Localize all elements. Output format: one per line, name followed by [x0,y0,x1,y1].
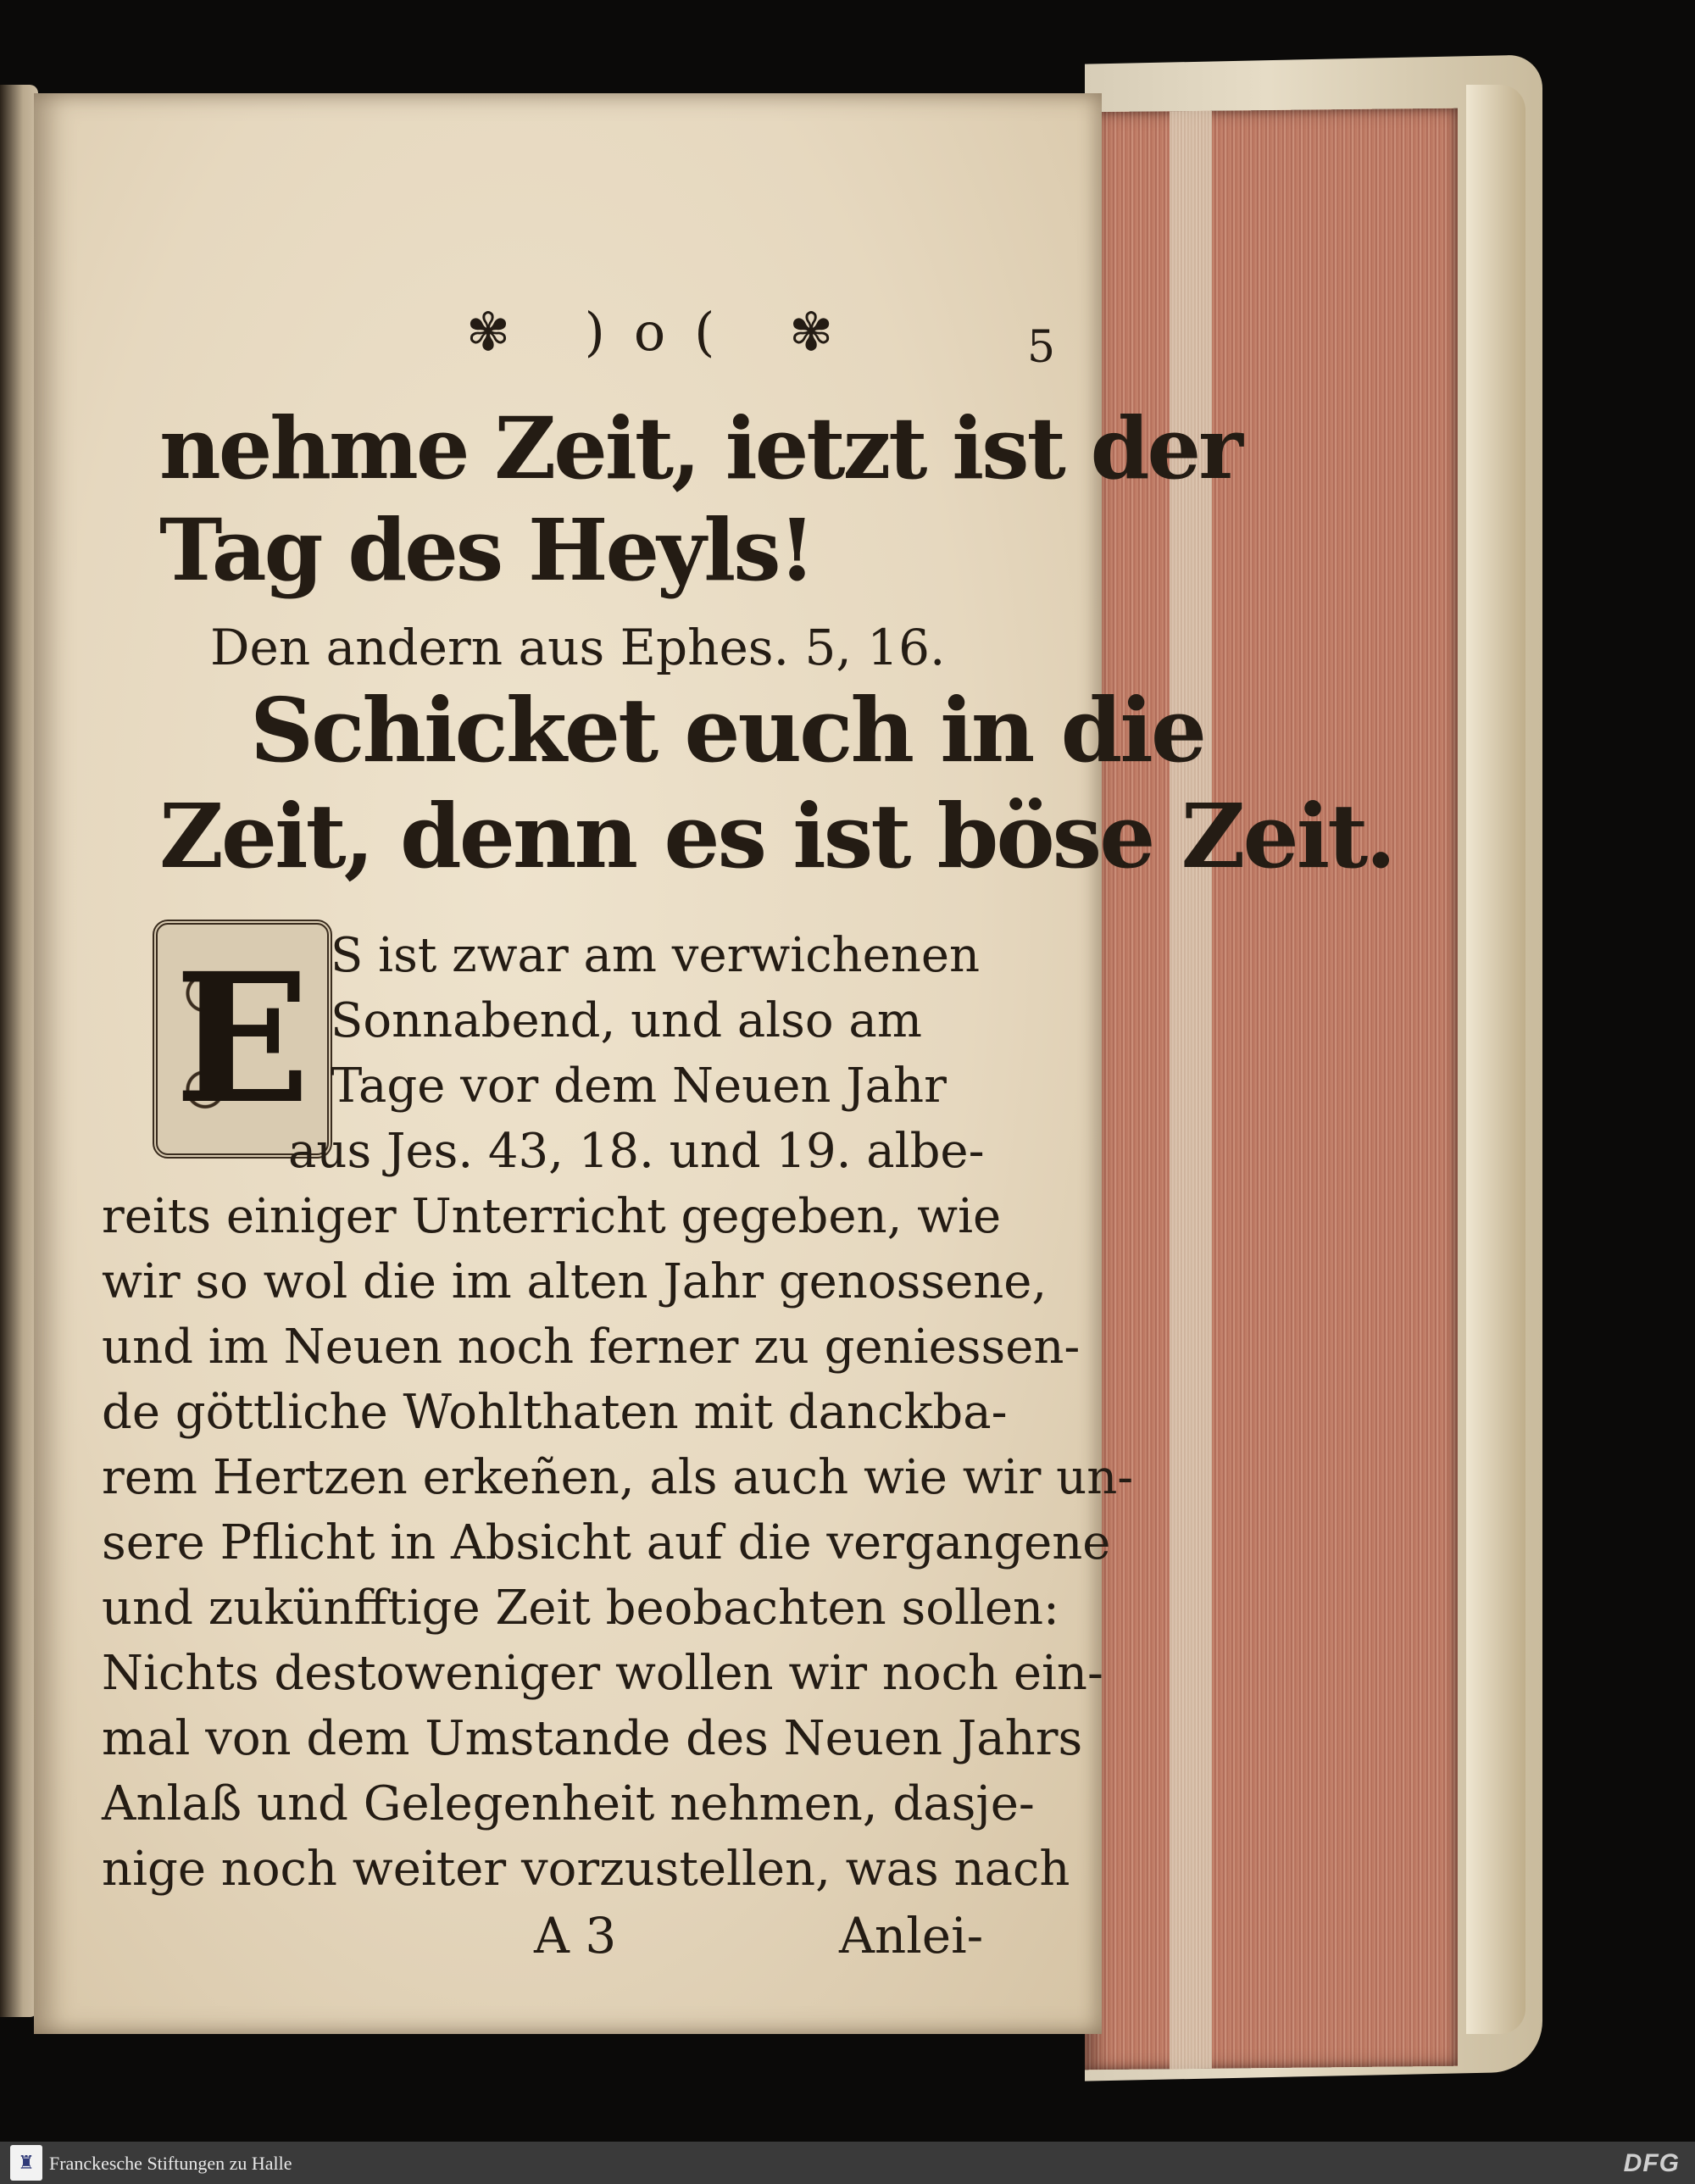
viewer-footer [0,2142,1695,2184]
drop-cap-initial: E [153,920,332,1159]
body-line: aus Jes. 43, 18. und 19. albe- [288,1124,985,1179]
body-line: wir so wol die im alten Jahr genossene, [102,1254,1048,1309]
body-line: rem Hertzen erkeñen, als auch wie wir un- [102,1450,1134,1505]
left-page-edge [0,85,38,2017]
signature-mark: A 3 [534,1907,617,1964]
book-cover-edge [1466,85,1526,2034]
header-ornaments: ✾ )o( ✾ [466,301,863,363]
body-line: und zukünfftige Zeit beobachten sollen: [102,1581,1059,1636]
body-line: S ist zwar am verwichenen [331,928,981,983]
body-line: Tage vor dem Neuen Jahr [331,1059,947,1114]
body-line: Nichts destoweniger wollen wir noch ein- [102,1646,1103,1701]
book-page [34,93,1394,2034]
sub-heading: Den andern aus Ephes. 5, 16. [210,619,946,676]
title-line-4: Zeit, denn es ist böse Zeit. [159,784,1394,888]
body-line: Anlaß und Gelegenheit nehmen, dasje- [102,1776,1035,1831]
body-line: reits einiger Unterricht gegeben, wie [102,1189,1002,1244]
title-line-1: nehme Zeit, ietzt ist der [159,398,1241,498]
body-line: Sonnabend, und also am [331,993,922,1048]
body-line: de göttliche Wohlthaten mit danckba- [102,1385,1008,1440]
body-line: nige noch weiter vorzustellen, was nach [102,1842,1070,1897]
institution-logo-icon: ♜ [10,2145,42,2181]
title-line-3: Schicket euch in die [250,678,1204,782]
institution-name: Franckesche Stiftungen zu Halle [49,2153,292,2174]
dfg-logo: DFG [1623,2149,1680,2177]
catchword: Anlei- [839,1907,984,1964]
page-number: 5 [1027,322,1056,373]
title-line-2: Tag des Heyls! [159,500,814,600]
body-line: mal von dem Umstande des Neuen Jahrs [102,1711,1083,1766]
body-line: und im Neuen noch ferner zu geniessen- [102,1320,1081,1375]
body-line: sere Pflicht in Absicht auf die vergangene [102,1515,1111,1570]
